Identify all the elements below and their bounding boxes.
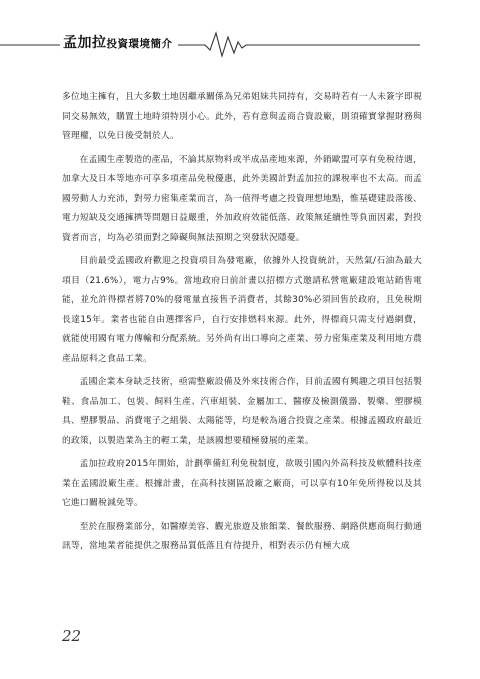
paragraph-6: 至於在服務業部分，如醫療美容、觀光旅遊及旅館業、餐飲服務、網路供應商與行動通訊等，當地業者能提供之服務品質低落且有待提升，相對表示仍有極大成: [62, 521, 422, 551]
paragraph-1: 多位地主擁有，且大多數土地因繼承關係為兄弟姐妹共同持有，交易時若有一人未簽字即視同交易無效，購置土地時須特別小心。此外，若有意與孟商合資設廠，則須確實掌握財務與管理權，以免日後受制於人。: [62, 92, 422, 141]
page-header: [0, 28, 480, 62]
header-title-subtitle: 投資環境簡介: [106, 38, 173, 50]
paragraph-3: 目前最受孟國政府歡迎之投資項目為發電廠，依據外人投資統計，天然氣/石油為最大項目（21.6%），電力占9%。當地政府日前計畫以招標方式邀請私營電廠建設電站銷售電能，並允許得標者將70%的發電量直接售予消費者，其餘30%必須回售於政府，且免稅期長達15年。業者也能自由選擇客戶，自行安排燃料來源。此外，得標商只需支付過網費，就能使用國有電力傳輸和分配系統。另外尚有出口導向之產業、勞力密集產業及利用地方農產品原料之食品工業。: [62, 256, 422, 364]
paragraph-5: 孟加拉政府2015年開始，計劃準備紅利免稅制度，欲吸引國內外高科技及軟體科技產業在孟國設廠生產。根據計畫，在高科技園區設廠之廠商，可以享有10年免所得稅以及其它進口關稅減免等。: [62, 459, 422, 508]
body-text: [62, 88, 422, 561]
header-title: [63, 32, 173, 52]
paragraph-4: 孟國企業本身缺乏技術，亟需整廠設備及外來技術合作，目前孟國有興趣之項目包括製鞋、食品加工、包裝、飼料生產、汽車組裝、金屬加工、醫療及檢測儀器、製藥、塑膠模具、塑膠製品、消費電子之組裝、太陽能等，均是較為適合投資之產業。根據孟國政府最近的政策，以製造業為主的輕工業，是該國想要積極發展的產業。: [62, 377, 422, 446]
page-number: 22: [62, 627, 82, 645]
paragraph-2: 在孟國生產製造的產品，不論其原物料或半成品產地來源，外銷歐盟可享有免稅待遇，加拿大及日本等地亦可享多項產品免稅優惠，此外美國計對孟加拉的課稅率也不太高。而孟國勞動人力充沛，對勞力密集產業而言，為一值得考慮之投資理想地點，惟基礎建設落後、電力短缺及交通擁擠等問題日益嚴重，外加政府效能低落、政策無延續性等負面因素，對投資者而言，均為必須面對之障礙與無法預期之突發狀況隱憂。: [62, 154, 422, 243]
header-title-country: 孟加拉: [63, 35, 107, 51]
